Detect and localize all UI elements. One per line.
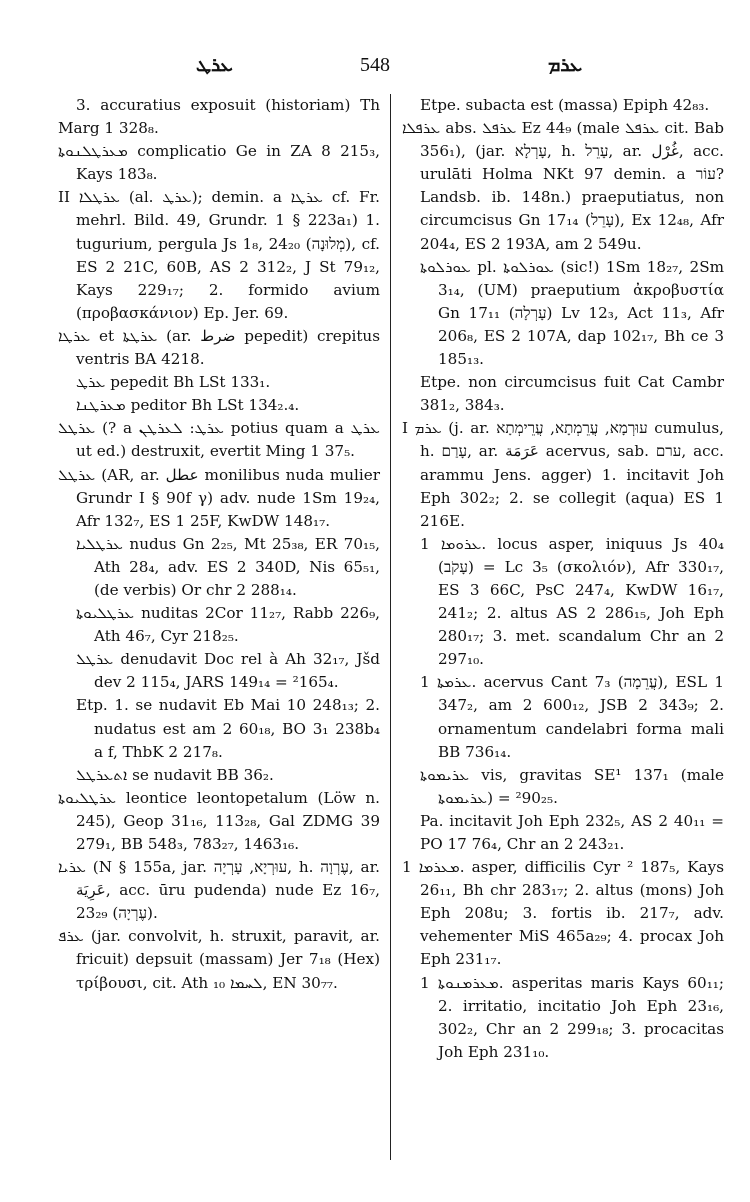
left-running-headword: ܥܪܛ (196, 54, 233, 76)
entry: ܥܪܛܠ (? a ܥܪܛ: ܠܥܪܛܢ potius quam a ܥܪܛ ut ed.) destruxit, evertit Ming 1 37₅. (58, 419, 380, 461)
right-running-headword: ܥܪܡ (548, 54, 583, 76)
entry: Pa. incitavit Joh Eph 232₅, AS 2 40₁₁ = PO 17 76₄, Chr an 2 243₂₁. (420, 811, 724, 853)
left-column (58, 94, 380, 995)
entry: ܥܪܛ pepedit Bh LSt 133₁. (76, 373, 271, 392)
entry: ܥܪܛܠ (AR, ar. عطل monilibus nuda mulier Grundr I § 90f γ) adv. nude 1Sm 19₂₄, Afr 132₇, ES 1 25F, KwDW 148₁₇. (58, 465, 380, 530)
column-divider (390, 94, 391, 1160)
entry: ܥܪܦ (jar. convolvit, h. struxit, paravit, ar. fricuit) depsuit (massam) Jer 7₁₈ (Hex) τρίβουσι, cit. Ath ܠܚܡܐ ₁₀, EN 30₇₇. (58, 927, 380, 992)
entry: ܐܬܥܪܛܠ se nudavit BB 36₂. (76, 765, 274, 784)
entry: ܥܪܝܡܘܬܐ vis, gravitas SE¹ 137₁ (male ܥܪܝܡܘܬܐ) = ²90₂₅. (420, 765, 724, 807)
entry: II ܥܪܛܠܐ (al. ܥܪܛ); demin. a ܥܪܛܐ cf. Fr. mehrl. Bild. 49, Grundr. 1 § 223a₁) 1. tugurium, pergula Js 1₈, 24₂₀ (מְלוּנָה), cf. ES 2 21C, 60B, AS 2 312₂, J St 79₁₂, Kays 229₁₇; 2. formido avium (προβασκάνιον) Ep. Jer. 69. (58, 188, 381, 322)
entry: I ܥܪܡ (j. ar. עוּרְמָא, עֲרֵמְתָא, עֲרֵימְתָא cumulus, h. עָרַם, ar. عَرَمَة acervus, sab. ערם, acc. arammu Jens. agger) 1. incitavit Joh Eph 302₂; 2. se collegit (aqua) ES 1 216E. (402, 419, 725, 530)
entry: Etpe. subacta est (massa) Epiph 42₈₃. (420, 96, 710, 114)
entry: ܡܥܪܛܢܐ peditor Bh LSt 134₂.₄. (76, 396, 300, 415)
entry: Etp. 1. se nudavit Eb Mai 10 248₁₃; 2. nudatus est am 2 60₁₈, BO 3₁ 238b₄ a f, ThbK 2 217₈. (76, 696, 380, 761)
entry: ܥܪܡܬܐ 1. acervus Cant 7₃ (עֲרֵמָה), ESL 1 347₂, am 2 600₁₂, JSB 2 343₉; 2. ornamentum candelabri forma mali BB 736₁₄. (420, 673, 724, 761)
entry: ܥܪܝܐ (N § 155a, jar. עוּרְיָא, עָרְיָה, h. עֶרְוָה, ar. عَرِيَة, acc. ūru pudenda) nude Ez 16₇, 23₂₉ (עֶרְיָה). (58, 858, 381, 923)
entry: ܡܥܪܡܢܘܬܐ 1. asperitas maris Kays 60₁₁; 2. irritatio, incitatio Joh Eph 23₁₆, 302₂, Chr an 2 299₁₈; 3. procacitas Joh Eph 231₁₀. (420, 973, 724, 1061)
entry: ܥܪܛܐ et ܥܪܛܬܐ (ar. ضرط pepedit) crepitus ventris BA 4218. (58, 326, 380, 369)
right-column (402, 94, 724, 1064)
entry: ܡܥܪܡܐ 1. asper, difficilis Cyr ² 187₅, Kays 26₁₁, Bh chr 283₁₇; 2. altus (mons) Joh Eph 208u; 3. fortis ib. 217₇, adv. vehementer MiS 465a₂₉; 4. procax Joh Eph 231₁₇. (402, 858, 724, 969)
entry: ܡܥܪܛܠܢܘܬܐ complicatio Ge in ZA 8 215₃, Kays 183₈. (58, 142, 380, 184)
entry: ܥܪܛܠܝܘܬܐ nuditas 2Cor 11₂₇, Rabb 226₉, Ath 46₇, Cyr 218₂₅. (76, 604, 380, 646)
entry: Etpe. non circumcisus fuit Cat Cambr 381₂, 384₃. (420, 373, 724, 415)
entry: ܥܪܛܠܝܘܬܐ leontice leontopetalum (Löw n. 245), Geop 31₁₆, 113₂₈, Gal ZDMG 39 279₁, BB 548₃, 783₂₇, 1463₁₆. (58, 788, 380, 853)
entry: ܥܪܦܠܐ abs. ܥܪܦܠ Ez 44₉ (male ܥܪܦܠ cit. Bab 356₁), (jar. עָרְלָא, h. עָרֵל, ar. غُرْل, acc. urulāti Holma NKt 97 demin. a עוֹר? Landsb. ib. 148n.) praeputiatus, non circumcisus Gn 17₁₄ (עָרֵל), Ex 12₄₈, Afr 204₄, ES 2 193A, am 2 549u. (402, 119, 724, 253)
entry: ܥܘܪܠܘܬܐ pl. ܥܘܪܠܘܬܐ (sic!) 1Sm 18₂₇, 2Sm 3₁₄, (UM) praeputium ἀκροβυστία Gn 17₁₁ (עָרְלָה) Lv 12₃, Act 11₃, Afr 206₈, ES 2 107A, dap 102₁₇, Bh ce 3 185₁₃. (420, 257, 725, 369)
page-header (0, 50, 750, 78)
page-number: 548 (360, 54, 390, 76)
entry: ܥܪܛܠ denudavit Doc rel à Ah 32₁₇, Jšd dev 2 115₄, JARS 149₁₄ = ²165₄. (76, 650, 380, 692)
entry: ܥܪܘܡܐ 1. locus asper, iniquus Js 40₄ (עָקֹב) = Lc 3₅ (σκολιόν), Afr 330₁₇, ES 3 66C, PsC 247₄, KwDW 16₁₇, 241₂; 2. altus AS 2 286₁₅, Joh Eph 280₁₇; 3. met. scandalum Chr an 2 297₁₀. (420, 534, 724, 669)
entry: ܥܪܛܠܝܐ nudus Gn 2₂₅, Mt 25₃₈, ER 70₁₅, Ath 28₄, adv. ES 2 340D, Nis 65₅₁, (de verbis) Or chr 2 288₁₄. (76, 534, 380, 599)
entry: 3. accuratius exposuit (historiam) Th Marg 1 328₈. (58, 96, 380, 138)
